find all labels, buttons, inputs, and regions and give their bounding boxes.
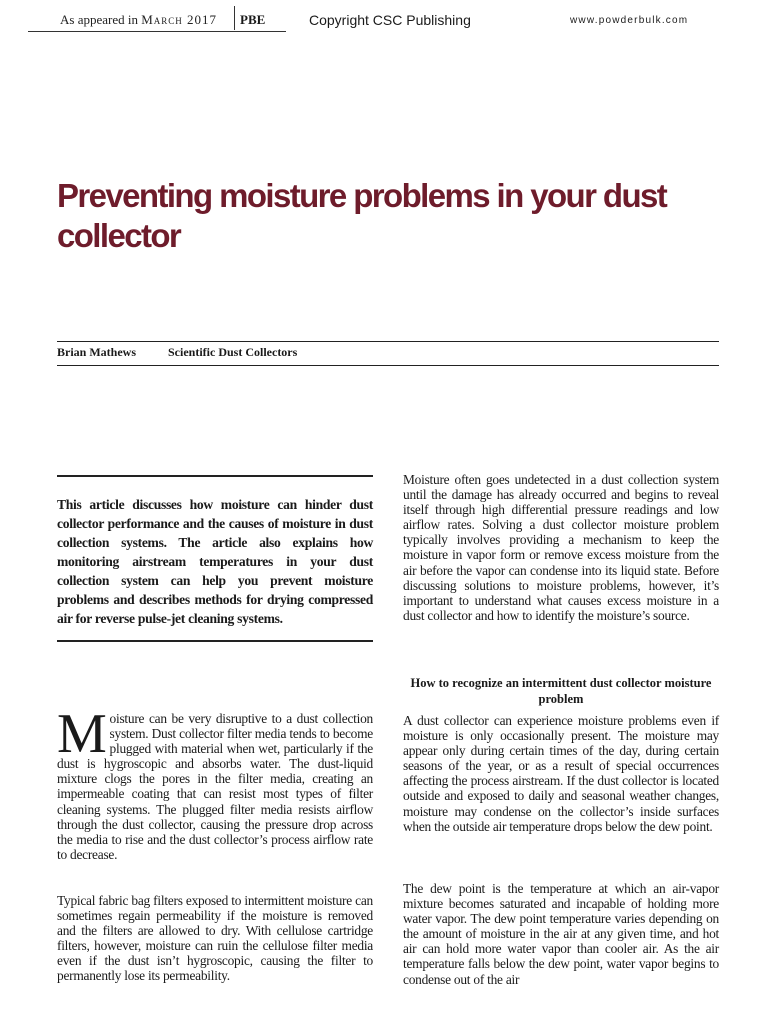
appeared-in-line (60, 12, 217, 28)
byline-rule-top (57, 341, 719, 342)
appeared-prefix: As appeared in (60, 12, 138, 27)
body-paragraph-1-text: oisture can be very disruptive to a dust collection system. Dust collector filter media tends to become plugged with material when wet, particularly if the dust is hygroscopic and absorbs water. The dust-liquid mixture clogs the pores in the filter media, creating an impermeable coating that can resist most types of filter cleaning systems. The plugged filter media resists airflow through the dust collector, causing the pressure drop across the media to rise and the dust collector’s process airflow rate to decrease. (57, 711, 373, 862)
website-url: www.powderbulk.com (570, 15, 689, 26)
section-subheading: How to recognize an intermittent dust collector moisture problem (410, 676, 712, 706)
drop-cap: M (57, 703, 107, 765)
header-divider (234, 6, 235, 30)
article-title: Preventing moisture problems in your dust collector (57, 177, 667, 254)
header-rule (28, 31, 286, 32)
abstract-rule-bottom (57, 640, 373, 642)
publication-name: PBE (240, 12, 266, 27)
article-abstract: This article discusses how moisture can hinder dust collector performance and the causes of moisture in dust collection systems. The article also explains how monitoring airstream temperatures in your dust collection system can help you prevent moisture problems and describes methods for drying compressed air for reverse pulse-jet cleaning systems. (57, 497, 373, 626)
copyright-notice: Copyright CSC Publishing (309, 12, 471, 28)
body-paragraph-1 (57, 703, 373, 862)
byline-rule-bottom (57, 365, 719, 366)
author-company: Scientific Dust Collectors (168, 345, 298, 359)
page-header (0, 0, 768, 34)
body-paragraph-2: Typical fabric bag filters exposed to intermittent moisture can sometimes regain permeability if the moisture is removed and the filters are allowed to dry. With cellulose cartridge filters, however, moisture can ruin the cellulose filter media even if the dust isn’t hygroscopic, causing the filter to permanently lose its permeability. (57, 893, 373, 984)
body-paragraph-4: A dust collector can experience moisture problems even if moisture is only occasionally present. The moisture may appear only during certain times of the day, during certain seasons of the year, or as a result of special occurrences affecting the process airstream. If the dust collector is located outside and exposed to daily and seasonal weather changes, moisture may condense on the collector’s inside surfaces when the outside air temperature drops below the dew point. (403, 713, 719, 834)
body-paragraph-3: Moisture often goes undetected in a dust collection system until the damage has already occurred and begins to reveal itself through high differential pressure readings and low airflow rates. Solving a dust collector moisture problem typically involves providing a mechanism to keep the moisture in vapor form or remove excess moisture from the air before the vapor can condense into its liquid state. Before discussing solutions to moisture problems, however, it’s important to understand what causes excess moisture in a dust collector and how to identify the moisture’s source. (403, 472, 719, 623)
body-paragraph-5: The dew point is the temperature at which an air-vapor mixture becomes saturated and incapable of holding more water vapor. The dew point temperature varies depending on the amount of moisture in the air at any given time, and hot air can hold more water vapor than cooler air. As the air temperature falls below the dew point, water vapor begins to condense out of the air (403, 881, 719, 987)
issue-month: March 2017 (141, 12, 218, 27)
author-name: Brian Mathews (57, 345, 136, 359)
abstract-rule-top (57, 475, 373, 477)
